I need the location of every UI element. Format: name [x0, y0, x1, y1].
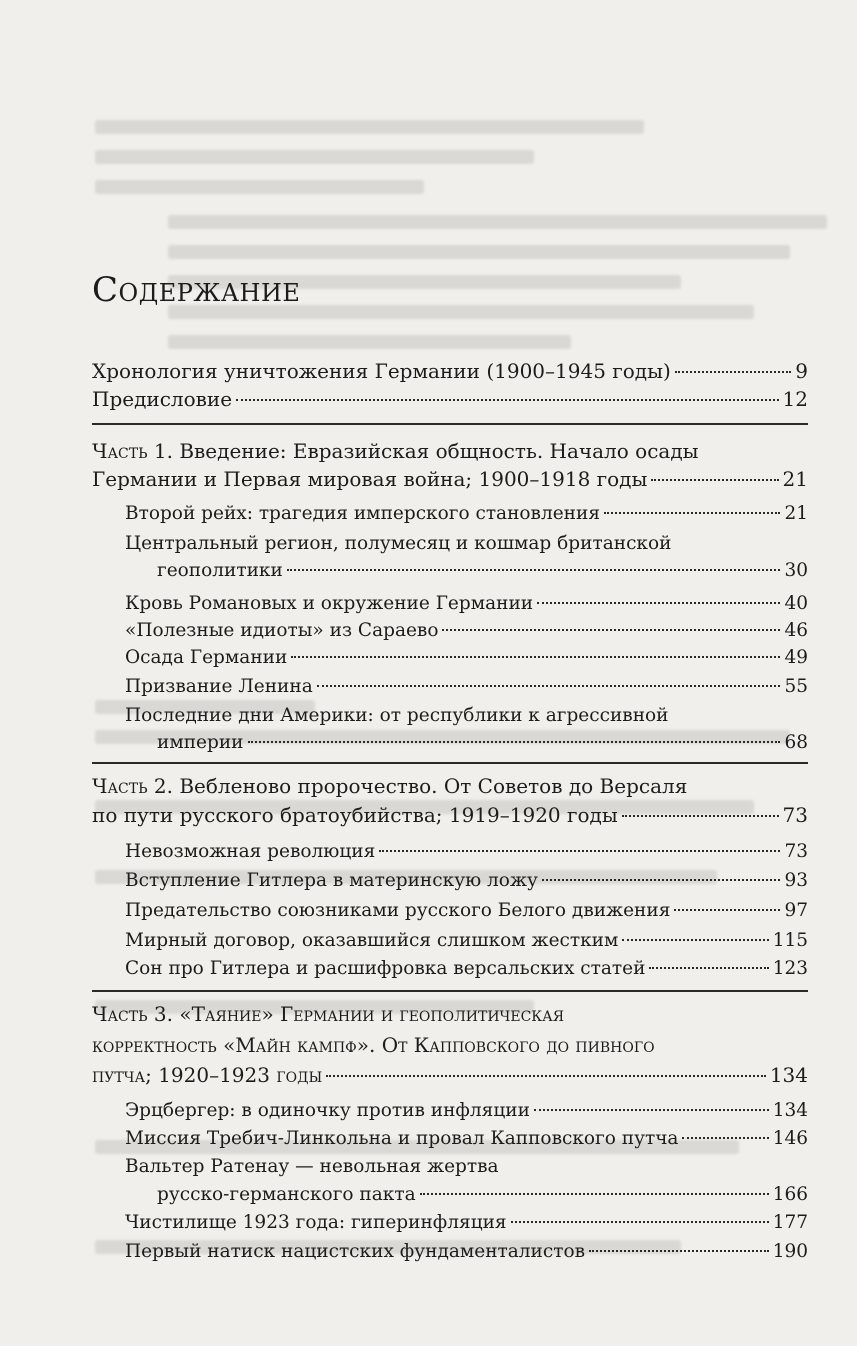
part-title-line: Вебленово пророчество. От Советов до Версаля — [179, 774, 688, 798]
chapter-page: 177 — [772, 1212, 808, 1233]
part-3-heading-cont[interactable] — [92, 1062, 808, 1089]
part-1-heading-cont[interactable] — [92, 466, 808, 493]
part-3-heading-line2[interactable]: корректность «Майн кампф». От Капповского до пивного — [92, 1033, 655, 1057]
chapter-title: Призвание Ленина — [125, 676, 313, 697]
chapter-entry[interactable] — [125, 530, 808, 557]
dot-leader — [537, 602, 780, 604]
chapter-page: 146 — [772, 1128, 808, 1149]
dot-leader — [287, 569, 781, 571]
toc-entry-title: Предисловие — [92, 387, 233, 411]
chapter-page: 73 — [784, 841, 808, 862]
chapter-entry[interactable] — [125, 673, 808, 700]
part-title-line: путча; 1920–1923 годы — [92, 1063, 323, 1087]
chapter-entry[interactable] — [125, 955, 808, 982]
chapter-page: 134 — [772, 1100, 808, 1121]
chapter-title: Второй рейх: трагедия имперского становления — [125, 503, 601, 524]
chapter-page: 68 — [784, 732, 808, 753]
chapter-entry[interactable] — [125, 702, 808, 729]
part-title-line: по пути русского братоубийства; 1919–1920 годы — [92, 803, 618, 827]
chapter-page: 93 — [784, 870, 808, 891]
chapter-title-cont: империи — [157, 732, 244, 753]
chapter-entry[interactable] — [125, 1125, 808, 1152]
chapter-title: Миссия Требич-Линкольна и провал Капповского путча — [125, 1128, 679, 1149]
chapter-entry[interactable] — [125, 838, 808, 865]
part-3-heading[interactable] — [92, 1001, 808, 1028]
chapter-title-cont: русско-германского пакта — [157, 1184, 416, 1205]
page-title: Содержание — [92, 270, 301, 310]
chapter-entry[interactable] — [125, 867, 808, 894]
chapter-page: 55 — [784, 676, 808, 697]
toc-entry-page: 134 — [769, 1063, 808, 1087]
dot-leader — [589, 1250, 769, 1252]
part-title-line: «Таяние» Германии и геополитическая — [179, 1002, 565, 1026]
section-divider — [92, 990, 808, 992]
chapter-title: Предательство союзниками русского Белого движения — [125, 900, 671, 921]
part-title-line: Германии и Первая мировая война; 1900–1918 годы — [92, 467, 648, 491]
chapter-title: Первый натиск нацистских фундаменталистов — [125, 1241, 586, 1262]
chapter-entry-cont[interactable] — [157, 557, 808, 584]
chapter-page: 30 — [784, 560, 808, 581]
chapter-page: 97 — [784, 900, 808, 921]
part-title-line: Введение: Евразийская общность. Начало осады — [179, 439, 699, 463]
dot-leader — [675, 371, 791, 373]
dot-leader — [511, 1221, 769, 1223]
chapter-title: Невозможная революция — [125, 841, 376, 862]
toc-entry-page: 73 — [782, 803, 808, 827]
chapter-page: 123 — [772, 958, 808, 979]
part-2-heading[interactable] — [92, 773, 808, 800]
chapter-entry[interactable] — [125, 897, 808, 924]
dot-leader — [379, 850, 780, 852]
chapter-page: 166 — [772, 1184, 808, 1205]
chapter-entry[interactable] — [125, 927, 808, 954]
dot-leader — [649, 967, 768, 969]
section-divider — [92, 762, 808, 764]
toc-entry-chronology[interactable] — [92, 358, 808, 385]
part-label: Часть 1. — [92, 439, 173, 463]
chapter-entry-cont[interactable] — [157, 729, 808, 756]
chapter-page: 115 — [772, 930, 808, 951]
chapter-entry[interactable] — [125, 1238, 808, 1265]
toc-entry-page: 9 — [795, 359, 808, 383]
chapter-title: Кровь Романовых и окружение Германии — [125, 593, 534, 614]
dot-leader — [682, 1137, 768, 1139]
toc-entry-title: Хронология уничтожения Германии (1900–1945 годы) — [92, 359, 671, 383]
section-divider — [92, 423, 808, 425]
chapter-title: «Полезные идиоты» из Сараево — [125, 620, 439, 641]
dot-leader — [604, 512, 780, 514]
chapter-title: Мирный договор, оказавшийся слишком жестким — [125, 930, 619, 951]
part-2-heading-cont[interactable] — [92, 802, 808, 829]
dot-leader — [534, 1109, 769, 1111]
chapter-entry[interactable] — [125, 1153, 808, 1180]
dot-leader — [674, 909, 780, 911]
part-label: Часть 3. — [92, 1002, 173, 1026]
dot-leader — [651, 479, 778, 481]
chapter-page: 190 — [772, 1241, 808, 1262]
chapter-entry[interactable] — [125, 500, 808, 527]
dot-leader — [317, 685, 781, 687]
chapter-title: Вальтер Ратенау — невольная жертва — [125, 1156, 499, 1177]
dot-leader — [622, 939, 768, 941]
toc-entry-page: 12 — [782, 387, 808, 411]
dot-leader — [291, 656, 780, 658]
chapter-title: Центральный регион, полумесяц и кошмар британской — [125, 533, 672, 554]
toc-entry-preface[interactable] — [92, 386, 808, 413]
chapter-entry-cont[interactable] — [157, 1181, 808, 1208]
chapter-title: Осада Германии — [125, 647, 288, 668]
chapter-entry[interactable] — [125, 1209, 808, 1236]
dot-leader — [420, 1193, 769, 1195]
dot-leader — [622, 815, 779, 817]
chapter-title: Последние дни Америки: от республики к агрессивной — [125, 705, 669, 726]
chapter-page: 40 — [784, 593, 808, 614]
toc-entry-page: 21 — [782, 467, 808, 491]
dot-leader — [542, 879, 781, 881]
dot-leader — [248, 741, 781, 743]
chapter-entry[interactable] — [125, 1097, 808, 1124]
chapter-page: 21 — [784, 503, 808, 524]
dot-leader — [442, 629, 780, 631]
part-label: Часть 2. — [92, 774, 173, 798]
chapter-title: Сон про Гитлера и расшифровка версальских статей — [125, 958, 646, 979]
chapter-entry[interactable] — [125, 617, 808, 644]
part-1-heading[interactable] — [92, 438, 808, 465]
chapter-page: 49 — [784, 647, 808, 668]
chapter-entry[interactable] — [125, 590, 808, 617]
dot-leader — [236, 399, 778, 401]
chapter-title-cont: геополитики — [157, 560, 283, 581]
dot-leader — [326, 1075, 766, 1077]
chapter-entry[interactable] — [125, 644, 808, 671]
chapter-title: Вступление Гитлера в материнскую ложу — [125, 870, 538, 891]
chapter-title: Эрцбергер: в одиночку против инфляции — [125, 1100, 530, 1121]
chapter-title: Чистилище 1923 года: гиперинфляция — [125, 1212, 507, 1233]
chapter-page: 46 — [784, 620, 808, 641]
